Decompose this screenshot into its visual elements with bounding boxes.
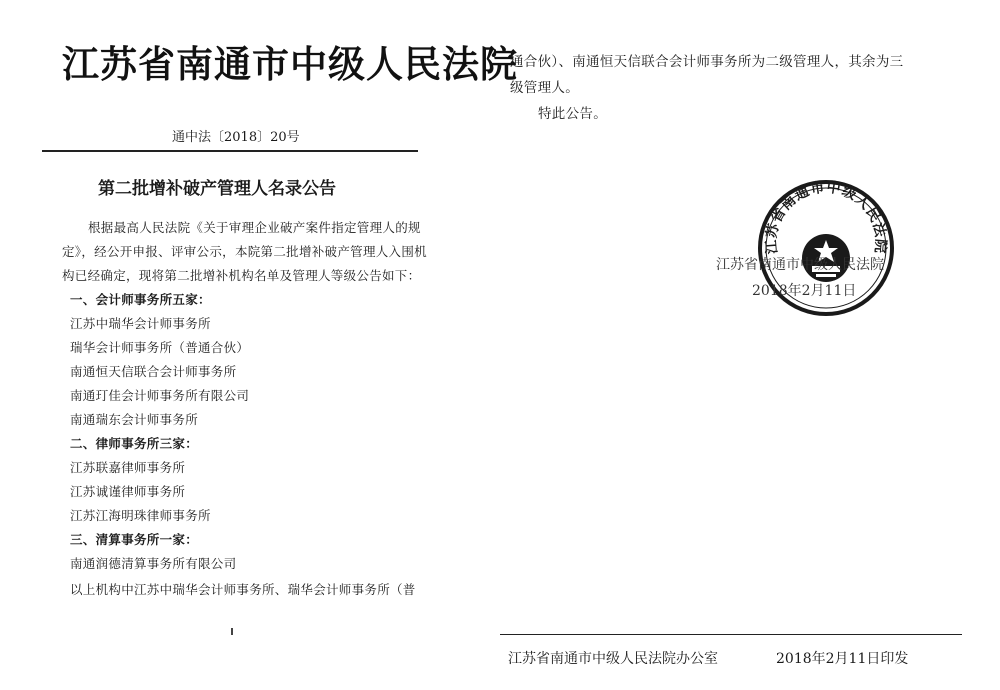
list-item: 江苏联嘉律师事务所 [70, 460, 186, 475]
closing-line: 以上机构中江苏中瑞华会计师事务所、瑞华会计师事务所（普 [70, 582, 416, 597]
page-mark [231, 628, 233, 635]
right-page [470, 0, 1000, 690]
intro-line: 根据最高人民法院《关于审理企业破产案件指定管理人的规 [88, 220, 421, 235]
list-item: 南通恒天信联合会计师事务所 [70, 364, 237, 379]
list-item: 瑞华会计师事务所（普通合伙） [70, 340, 250, 355]
continuation-line: 级管理人。 [510, 80, 579, 96]
list-item: 南通瑞东会计师事务所 [70, 412, 199, 427]
list-item: 南通润德清算事务所有限公司 [70, 556, 237, 571]
intro-line: 构已经确定，现将第二批增补机构名单及管理人等级公告如下： [62, 268, 421, 283]
section-heading: 二、律师事务所三家： [70, 436, 199, 451]
section-heading: 一、会计师事务所五家： [70, 292, 211, 307]
list-item: 南通玎佳会计师事务所有限公司 [70, 388, 250, 403]
seal-ring-text: 江苏省南通市中级人民法院 [763, 179, 889, 255]
signature-date: 2018年2月11日 [752, 283, 857, 299]
signature-court: 江苏省南通市中级人民法院 [716, 257, 884, 273]
footer-date: 2018年2月11日印发 [776, 651, 909, 667]
list-item: 江苏中瑞华会计师事务所 [70, 316, 211, 331]
section-heading: 三、清算事务所一家： [70, 532, 199, 547]
list-item: 江苏江海明珠律师事务所 [70, 508, 211, 523]
intro-line: 定》，经公开申报、评审公示，本院第二批增补破产管理人入围机 [62, 244, 427, 259]
document-number: 通中法〔2018〕20号 [172, 130, 300, 145]
header-rule [42, 150, 418, 152]
footer-rule [500, 634, 962, 635]
footer-office: 江苏省南通市中级人民法院办公室 [508, 651, 718, 667]
closing-phrase: 特此公告。 [538, 106, 607, 122]
court-header: 江苏省南通市中级人民法院 [62, 43, 518, 86]
list-item: 江苏诚谨律师事务所 [70, 484, 186, 499]
notice-title: 第二批增补破产管理人名录公告 [98, 179, 336, 199]
continuation-line: 通合伙）、南通恒天信联合会计师事务所为二级管理人，其余为三 [510, 54, 904, 70]
